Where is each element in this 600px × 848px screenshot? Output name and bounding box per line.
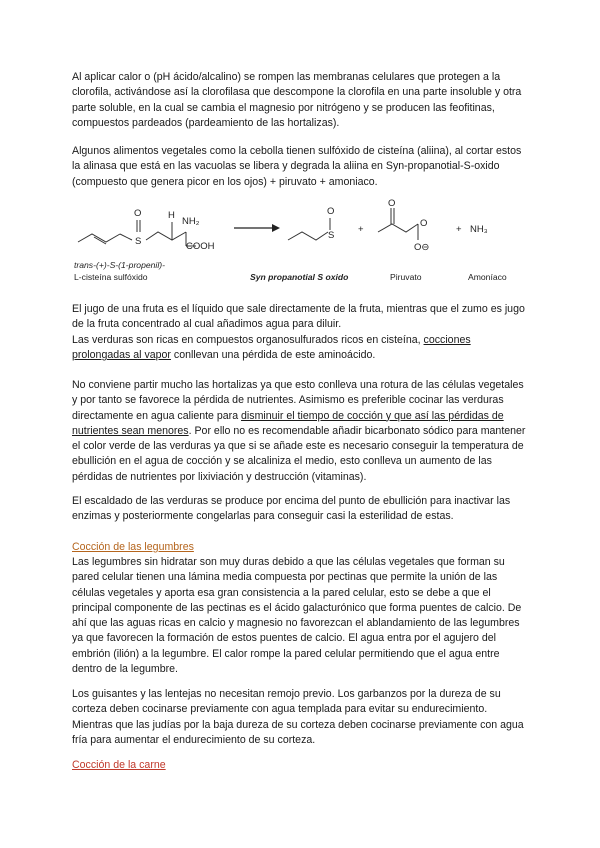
reaction-arrow bbox=[234, 224, 280, 232]
product1-structure bbox=[288, 218, 330, 240]
atom-o-pyruvate: O bbox=[420, 218, 428, 229]
paragraph-clorofila: Al aplicar calor o (pH ácido/alcalino) se rompen las membranas celulares que protegen a la clorofila, activándose así la clorofilasa que descompone la clorofila en una parte insoluble y otra parte soluble, en la cual se cambia el magnesio por nitrógeno y se producen las feofitinas, compuestos pardeados (pardeamiento de las hortalizas). bbox=[72, 71, 522, 129]
paragraph-aliina: Algunos alimentos vegetales como la cebolla tienen sulfóxido de cisteína (aliina), al cortar estos la alinasa que está en las vacuolas se libera y degrada la aliina en Syn-propanotial-S-oxido (compuesto que genera picor en los ojos) + piruvato + amoniaco. bbox=[72, 145, 522, 188]
atom-s-reactant: S bbox=[135, 236, 142, 247]
atom-nh2-reactant: NH₂ bbox=[182, 216, 200, 227]
paragraph-escaldado: El escaldado de las verduras se produce por encima del punto de ebullición para inactivar las enzimas y posteriormente congelarlas para conseguir casi la esterilidad de estas. bbox=[72, 495, 511, 523]
product1-label: Syn propanotial S oxido bbox=[250, 272, 349, 282]
product3-label: Amoníaco bbox=[468, 272, 507, 282]
heading-coccion-carne: Cocción de la carne bbox=[72, 759, 166, 771]
paragraph-verduras-underlined: cocciones prolongadas al vapor bbox=[72, 334, 471, 362]
product2-structure bbox=[378, 208, 418, 240]
atom-ominus-pyruvate: O⊖ bbox=[414, 242, 430, 253]
paragraph-legumbres: Las legumbres sin hidratar son muy duras debido a que las células vegetales que forman su pared celular tienen una lámina media compuesta por pectinas que permite la unión de las células vegetales y aporta esa gran consistencia a la pared celular, esto se debe a que el principal componente de las pectinas es el ácido galacturónico que forma puentes de calcio. De ahí que las aguas ricas en calcio y magnesio no favorezcan el ablandamiento de las legumbres ya que favorecen la formación de estos puentes de calcio. El agua entra por el agujero del embrión (ilión) a la legumbre. El calor rompe la pared celular permitiendo que el agua entre dentro de la legumbre. bbox=[72, 556, 522, 676]
atom-s-product: S bbox=[328, 230, 335, 241]
plus-sign-1: + bbox=[358, 224, 364, 235]
atom-o-reactant: O bbox=[134, 208, 142, 219]
atom-o-product: O bbox=[327, 206, 335, 217]
atom-cooh-reactant: COOH bbox=[186, 241, 215, 252]
product2-label: Piruvato bbox=[390, 272, 422, 282]
reactant-label-line2: L-cisteína sulfóxido bbox=[74, 272, 148, 282]
paragraph-verduras bbox=[72, 333, 528, 364]
reactant-label-line1: trans-(+)-S-(1-propenil)- bbox=[74, 260, 165, 270]
atom-h-reactant: H bbox=[168, 210, 175, 221]
paragraph-verduras-text-2: conllevan una pérdida de este aminoácido. bbox=[170, 349, 376, 362]
atom-o-pyruvate-keto: O bbox=[388, 198, 396, 209]
atom-nh3: NH₃ bbox=[470, 224, 488, 235]
paragraph-hortalizas-text-1: No conviene partir mucho las hortalizas ya que esto conlleva una rotura de las células vegetales y por tanto se favorece la pérdida de nutrientes. Asimismo es preferible cocinar las verduras directamente en agua caliente para bbox=[72, 379, 524, 422]
plus-sign-2: + bbox=[456, 224, 462, 235]
paragraph-hortalizas-underlined: disminuir el tiempo de cocción y que así las pérdidas de nutrientes sean menores bbox=[72, 409, 504, 437]
paragraph-hortalizas-text-2: . Por ello no es recomendable añadir bicarbonato sódico para mantener el color verde de las verduras ya que si se añade este es necesario conseguir la temperatura de ebullición en el agua de cocción y se alcaliniza el medio, esto conlleva un aumento de las pérdidas de nutrientes por lixiviación y destrucción (vitaminas). bbox=[72, 424, 526, 483]
paragraph-hortalizas bbox=[72, 378, 528, 485]
paragraph-jugo: El jugo de una fruta es el líquido que sale directamente de la fruta, mientras que el zumo es jugo de la fruta concentrado al cual añadimos agua para diluir. bbox=[72, 303, 525, 331]
paragraph-verduras-text-1: Las verduras son ricas en compuestos organosulfurados ricos en cisteína, bbox=[72, 334, 424, 346]
paragraph-guisantes: Los guisantes y las lentejas no necesitan remojo previo. Los garbanzos por la dureza de su corteza deben cocinarse previamente con agua templada para evitar su endurecimiento. Mientras que las judías por la baja dureza de su corteza deben cocinarse previamente con agua fría para aumentar el endurecimiento de su corteza. bbox=[72, 688, 524, 746]
reaction-scheme bbox=[72, 196, 532, 288]
heading-coccion-legumbres: Cocción de las legumbres bbox=[72, 541, 194, 553]
